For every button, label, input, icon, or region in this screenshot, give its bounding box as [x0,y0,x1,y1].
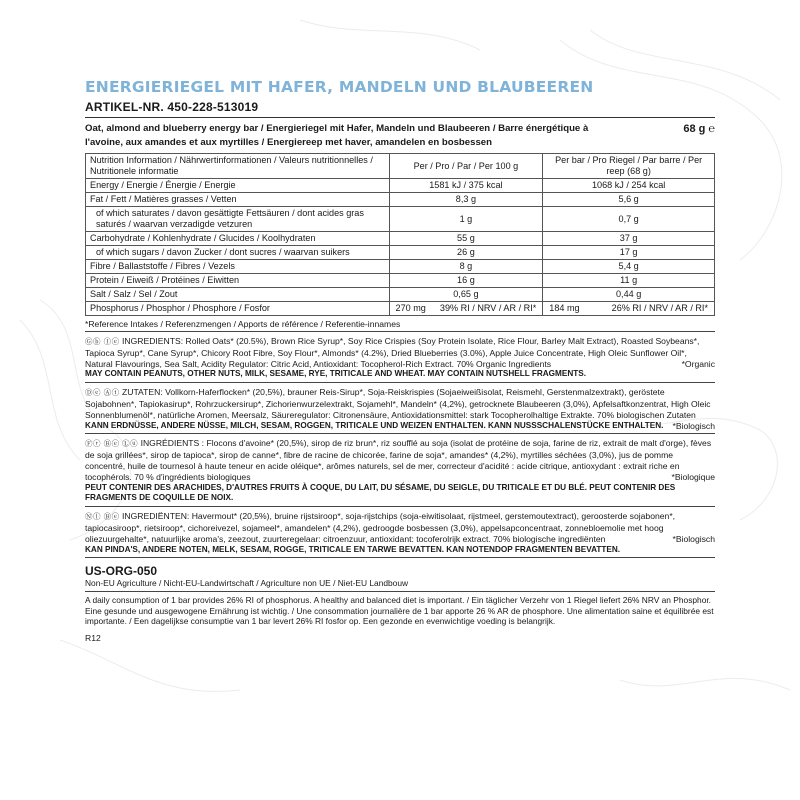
row-label: of which sugars / davon Zucker / dont sucres / waarvan suikers [86,246,390,260]
divider [85,433,715,434]
reference-note: *Reference Intakes / Referenzmengen / Apports de référence / Referentie-innames [85,319,401,329]
row-label: Carbohydrate / Kohlenhydrate / Glucides / Koolhydraten [86,232,390,246]
organic-certifier-code: US-ORG-050 [85,564,158,579]
divider [85,557,715,558]
language-flags: Ⓖⓑ Ⓘⓔ [85,337,120,346]
row-label: Fibre / Ballaststoffe / Fibres / Vezels [86,260,390,274]
net-weight: 68 g ℮ [683,123,715,135]
language-flags: Ⓕⓡ Ⓑⓔ Ⓛⓤ [85,439,139,449]
ingredients-text: INGREDIËNTEN: Havermout* (20,5%), bruine rijstsiroop*, soja-rijstchips (soja-eiwitisolaat, rijstmeel, gerstemoutextract), geroosterde sojabonen*, tapiocasiroop*, rietsiroop*, cichoreivezel, sojameel*, amandelen* (4,2%), gedroogde bosbessen (3,0%), appelsapconcentraat, zonnebloemolie met hoog oliezuurgehalte*, natuurlijke aroma's, zeezout, zuurteregelaar: citroenzuur, antioxidant: tocoferolrijk extract. 70% biologische ingrediënten [85,511,676,544]
row-value-100g: 0,65 g [389,288,543,302]
product-label [85,78,715,643]
article-number: ARTIKEL-NR. 450-228-513019 [85,100,259,114]
ingredients-fr [85,438,715,504]
row-value-100g: 16 g [389,274,543,288]
row-value-bar: 1068 kJ / 254 kcal [543,179,715,193]
table-row [86,207,715,232]
allergen-warning: KANN ERDNÜSSE, ANDERE NÜSSE, MILCH, SESAM, ROGGEN, TRITICALE UND WEIZEN ENTHALTEN. KANN NUSSSCHALENSTÜCKE ENTHALTEN. [85,420,664,430]
daily-consumption-note: A daily consumption of 1 bar provides 26% RI of phosphorus. A healthy and balanced diet is important. / Ein täglicher Verzehr von 1 Riegel liefert 26% NRV an Phosphor. Eine gesunde und ausgewogene Ernährung ist wichtig. / Une consommation journalière de 1 bar apporte 26 % AR de phosphore. Une alimentation saine et équilibrée est importante. / Een dagelijkse consumptie van 1 bar levert 26% RI fosfor op. Een gezonde en evenwichtige voeding is belangrijk. [85,594,714,627]
table-header-row [86,154,715,179]
divider [85,331,715,332]
product-title: ENERGIERIEGEL MIT HAFER, MANDELN UND BLAUBEEREN [85,78,594,96]
row-value-bar: 0,7 g [543,207,715,232]
organic-note: *Organic [681,358,715,369]
nutrition-table [85,153,715,316]
phosphorus-100g: 270 mg [395,303,426,313]
batch-code: R12 [85,632,101,643]
divider [85,591,715,592]
row-value-100g: 55 g [389,232,543,246]
divider [85,117,715,118]
language-flags: Ⓝⓛ Ⓑⓔ [85,512,120,522]
ingredients-text: INGRÉDIENTS : Flocons d'avoine* (20,5%), sirop de riz brun*, riz soufflé au soja (isolat de protéine de soja, farine de riz, extrait de malt d'orge), fèves de soja grillées*, sirop de tapioca*, sirop de canne*, fibre de racine de chicorée, farine de soja*, amandes* (4,2%), myrtilles séchées (3,0%), jus de pomme concentré, huile de tournesol à haute teneur en acide oléique*, arômes naturels, sel de mer, correcteur d'acidité : acide citrique, antioxydant : extrait riche en tocophérols. 70 % d'ingrédients biologiques [85,438,712,482]
table-row [86,246,715,260]
allergen-warning: KAN PINDA'S, ANDERE NOTEN, MELK, SESAM, ROGGE, TRITICALE EN TARWE BEVATTEN. KAN NOTENDOP FRAGMENTEN BEVATTEN. [85,544,621,554]
organic-note: *Biologique [671,471,715,482]
divider [85,382,715,383]
table-header-label: Nutrition Information / Nährwertinformationen / Valeurs nutritionnelles / Nutritionele informatie [86,154,390,179]
phosphorus-bar: 184 mg [549,303,580,313]
row-value-bar: 17 g [543,246,715,260]
table-header-per-bar: Per bar / Pro Riegel / Par barre / Per reep (68 g) [543,154,715,179]
ingredients-text: INGREDIENTS: Rolled Oats* (20.5%), Brown Rice Syrup*, Soy Rice Crispies (Soy Protein Isolate, Rice Flour, Barley Malt Extract), Roasted Soybeans*, Tapioca Syrup*, Cane Syrup*, Chicory Root Fibre, Soy Flour*, Almonds* (4.2%), Dried Blueberries (3.0%), Apple Juice Concentrate, High Oleic Sunflower Oil*, Natural Flavourings, Sea Salt, Acidity Regulator: Citric Acid, Antioxidant: Tocopherol-Rich Extract. 70% Organic Ingredients [85,336,700,369]
row-label: Protein / Eiweiß / Protéines / Eiwitten [86,274,390,288]
row-value-bar: 5,4 g [543,260,715,274]
agriculture-origin: Non-EU Agriculture / Nicht-EU-Landwirtschaft / Agriculture non UE / Niet-EU Landbouw [85,578,409,589]
allergen-warning: PEUT CONTENIR DES ARACHIDES, D'AUTRES FRUITS À COQUE, DU LAIT, DU SÉSAME, DU SEIGLE, DU TRITICALE ET DU BLÉ. PEUT CONTENIR DES FRAGMENTS DE COQUILLE DE NOIX. [85,482,676,503]
row-value-bar: 0,44 g [543,288,715,302]
organic-note: *Biologisch [672,420,715,431]
language-flags: Ⓓⓔ Ⓐⓣ [85,388,120,398]
table-row [86,179,715,193]
row-value-bar: 11 g [543,274,715,288]
allergen-warning: MAY CONTAIN PEANUTS, OTHER NUTS, MILK, SESAME, RYE, TRITICALE AND WHEAT. MAY CONTAIN NUTSHELL FRAGMENTS. [85,369,586,379]
product-description: Oat, almond and blueberry energy bar / Energieriegel mit Hafer, Mandeln und Blaubeeren / Barre énergétique à l'avoine, aux amandes et aux myrtilles / Energiereep met haver, amandelen en bosbessen [85,123,589,148]
table-header-100g: Per / Pro / Par / Per 100 g [389,154,543,179]
divider [85,506,715,507]
table-row-phosphorus [86,302,715,316]
ingredients-nl [85,511,715,555]
table-row [86,193,715,207]
phosphorus-100g-ri: 39% RI / NRV / AR / RI* [439,303,537,313]
row-value-bar: 5,6 g [543,193,715,207]
ingredients-text: ZUTATEN: Vollkorn-Haferflocken* (20,5%), brauner Reis-Sirup*, Soja-Reiskrispies (Sojaeiweißisolat, Reismehl, Gerstenmalzextrakt), geröstete Sojabohnen*, Tapiokasirup*, Rohrzuckersirup*, Zichorienwurzelextrakt, Sojamehl*, Mandeln* (4,2%), getrocknete Blaubeeren (3,0%), Apfelsaftkonzentrat, High Oleic Sonnenblumenöl*, natürliche Aromen, Meersalz, Säureregulator: Citronensäure, Antioxidationsmittel: stark Tocopherolhaltige Extrakte. 70% biologischen Zutaten [85,387,711,420]
row-label: of which saturates / davon gesättigte Fettsäuren / dont acides gras saturés / waarvan verzadigde vetzuren [86,207,390,232]
row-value-100g: 8 g [389,260,543,274]
organic-note: *Biologisch [672,533,715,544]
row-value-100g: 8,3 g [389,193,543,207]
table-row [86,288,715,302]
ingredients-en [85,336,715,380]
ingredients-de [85,387,715,431]
row-label: Phosphorus / Phosphor / Phosphore / Fosfor [86,302,390,316]
row-label: Fat / Fett / Matières grasses / Vetten [86,193,390,207]
table-row [86,274,715,288]
table-row [86,232,715,246]
row-value-100g: 1 g [389,207,543,232]
phosphorus-bar-ri: 26% RI / NRV / AR / RI* [611,303,708,313]
row-value-100g: 26 g [389,246,543,260]
row-label: Energy / Energie / Énergie / Energie [86,179,390,193]
row-value-bar: 37 g [543,232,715,246]
row-value-100g: 1581 kJ / 375 kcal [389,179,543,193]
table-row [86,260,715,274]
row-label: Salt / Salz / Sel / Zout [86,288,390,302]
